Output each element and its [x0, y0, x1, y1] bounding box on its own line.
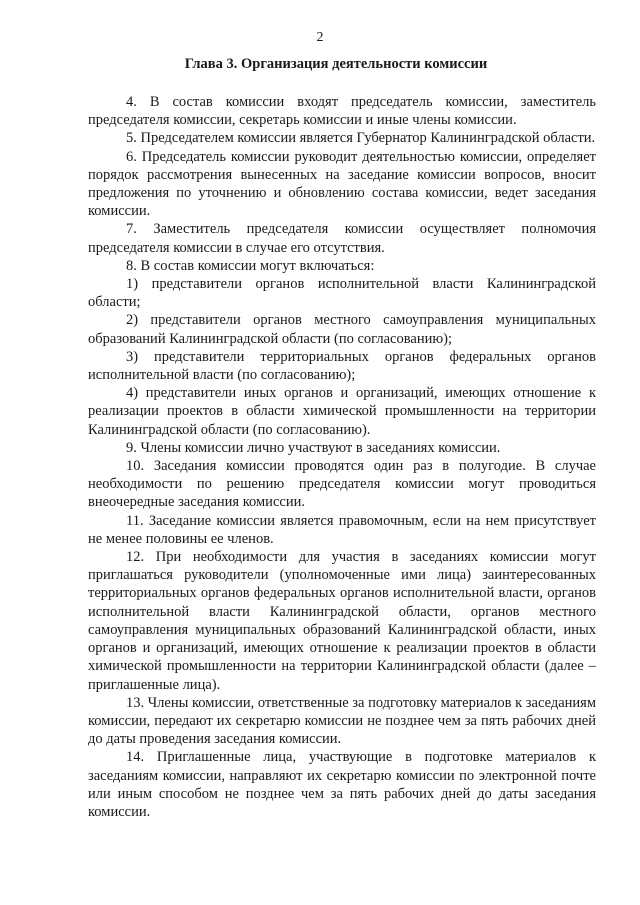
paragraph-4: 4. В состав комиссии входят председатель комиссии, заместитель председателя комиссии, секретарь комиссии и иные члены комиссии.: [88, 94, 596, 129]
paragraph-10: 10. Заседания комиссии проводятся один раз в полугодие. В случае необходимости по решению председателя комиссии могут проводиться внеочередные заседания комиссии.: [88, 458, 596, 511]
paragraph-5: 5. Председателем комиссии является Губернатор Калининградской области.: [126, 130, 596, 147]
paragraph-14: 14. Приглашенные лица, участвующие в подготовке материалов к заседаниям комиссии, направляют их секретарю комиссии по электронной почте или иным способом не позднее чем за пять рабочих дней до даты заседания комиссии.: [88, 749, 596, 820]
paragraph-9: 9. Члены комиссии лично участвуют в заседаниях комиссии.: [126, 439, 501, 456]
document-body: [88, 93, 596, 821]
list-item-3: 3) представители территориальных органов федеральных органов исполнительной власти (по согласованию);: [88, 348, 596, 384]
paragraph-13: 13. Члены комиссии, ответственные за подготовку материалов к заседаниям комиссии, передают их секретарю комиссии не позднее чем за пять рабочих дней до даты проведения заседания комиссии.: [88, 694, 596, 748]
paragraph-6: 6. Председатель комиссии руководит деятельностью комиссии, определяет порядок рассмотрения вынесенных на заседание комиссии вопросов, вносит предложения по уточнению и обновлению состава комиссии, ведет заседания комиссии.: [88, 148, 596, 220]
paragraph-7: 7. Заместитель председателя комиссии осуществляет полномочия председателя комиссии в случае его отсутствия.: [88, 221, 596, 256]
list-item-1: 1) представители органов исполнительной власти Калининградской области;: [88, 276, 596, 311]
list-item-4: 4) представители иных органов и организаций, имеющих отношение к реализации проектов в области химической промышленности на территории Калининградской области (по согласованию).: [88, 385, 596, 438]
chapter-title: Глава 3. Организация деятельности комиссии: [184, 56, 488, 72]
page-number: 2: [316, 30, 324, 45]
paragraph-12: 12. При необходимости для участия в заседаниях комиссии могут приглашаться руководители (уполномоченные ими лица) заинтересованных территориальных органов федеральных органов исполнительной власти, органов исполнительной власти Калининградской области, органов местного самоуправления муниципальных образований Калининградской области, иных органов и организаций, имеющих отношение к реализации проектов в области химической промышленности на территории Калининградской области (далее – приглашенные лица).: [88, 549, 596, 693]
paragraph-11: 11. Заседание комиссии является правомочным, если на нем присутствует не менее половины ее членов.: [88, 512, 596, 547]
list-item-2: 2) представители органов местного самоуправления муниципальных образований Калининградской области (по согласованию);: [88, 312, 596, 347]
paragraph-8: 8. В состав комиссии могут включаться:: [126, 257, 375, 274]
